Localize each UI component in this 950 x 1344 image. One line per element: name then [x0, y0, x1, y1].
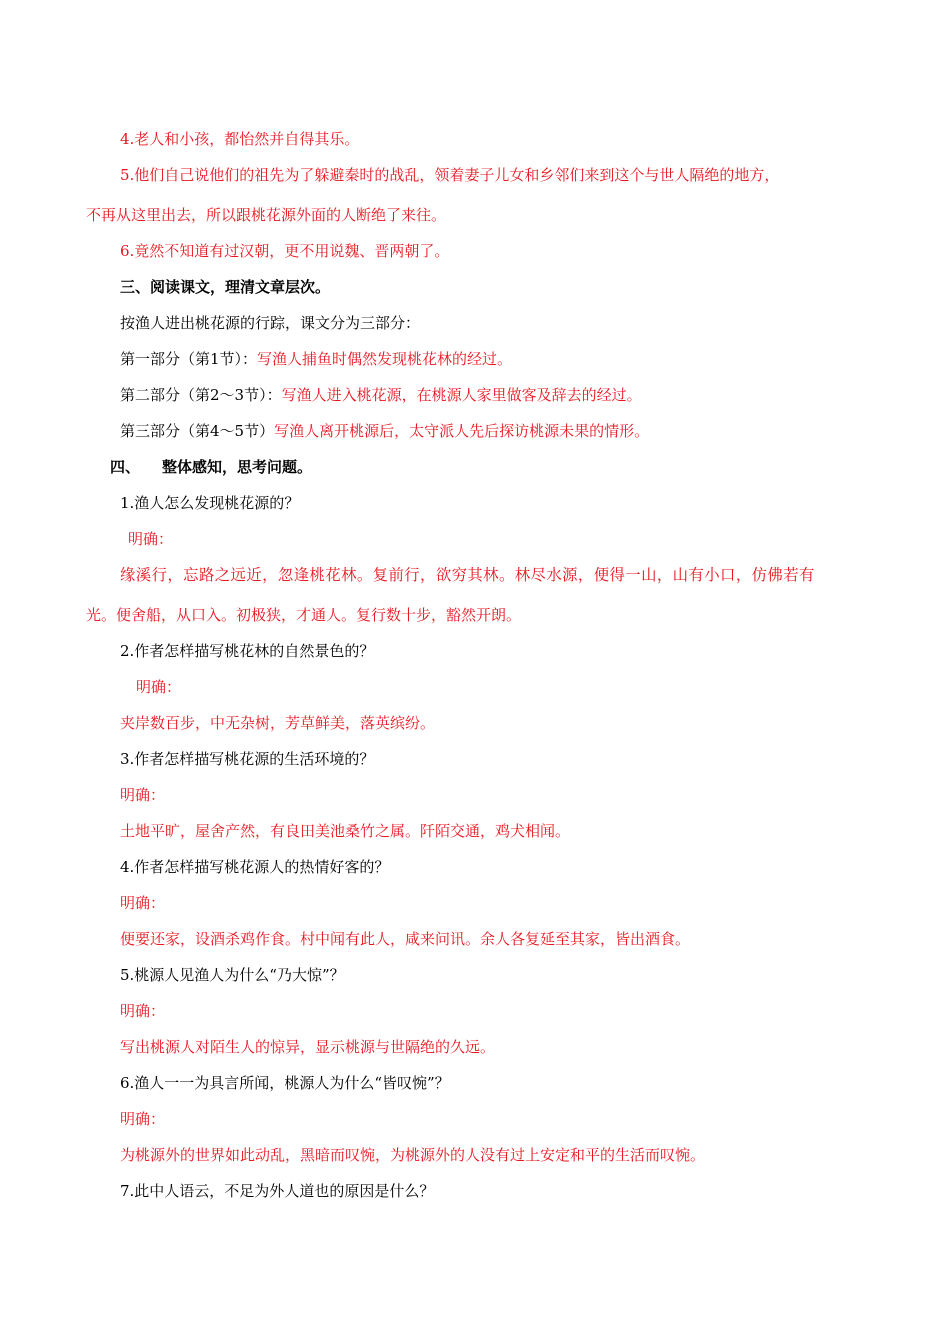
answer-3-label: 明确：: [120, 786, 166, 804]
answer-1-line2: 光。便舍船，从口入。初极狭，才通人。复行数十步，豁然开朗。: [86, 606, 522, 624]
question-5: 5.桃源人见渔人为什么“乃大惊”？: [120, 966, 345, 984]
answer-5: 写出桃源人对陌生人的惊异，显示桃源与世隔绝的久远。: [120, 1038, 496, 1056]
question-4: 4.作者怎样描写桃花源人的热情好客的？: [120, 858, 390, 876]
answer-5-label: 明确：: [120, 1002, 166, 1020]
question-1: 1.渔人怎么发现桃花源的？: [120, 494, 300, 512]
translation-item-5-line1: 5.他们自己说他们的祖先为了躲避秦时的战乱，领着妻子儿女和乡邻们来到这个与世人隔绝的地方，: [120, 166, 780, 184]
part-2-label: 第二部分（第2～3节）：: [120, 386, 282, 404]
answer-1-line1: 缘溪行，忘路之远近，忽逢桃花林。复前行，欲穷其林。林尽水源，便得一山，山有小口，仿佛若有: [120, 566, 815, 584]
section-4-heading: [110, 456, 312, 478]
answer-4-label: 明确：: [120, 894, 166, 912]
answer-1-label: 明确：: [128, 530, 174, 548]
answer-6-label: 明确：: [120, 1110, 166, 1128]
section-3-intro: 按渔人进出桃花源的行踪，课文分为三部分：: [120, 314, 421, 332]
question-7: 7.此中人语云，不足为外人道也的原因是什么？: [120, 1182, 435, 1200]
answer-2: 夹岸数百步，中无杂树，芳草鲜美，落英缤纷。: [120, 714, 436, 732]
translation-item-4: 4.老人和小孩，都怡然并自得其乐。: [120, 130, 360, 148]
part-1: [120, 348, 512, 370]
part-2: [120, 384, 642, 406]
section-4-title: 整体感知，思考问题。: [162, 458, 313, 476]
question-3: 3.作者怎样描写桃花源的生活环境的？: [120, 750, 375, 768]
part-1-label: 第一部分（第1节）：: [120, 350, 258, 368]
answer-4: 便要还家，设酒杀鸡作食。村中闻有此人，咸来问讯。余人各复延至其家，皆出酒食。: [120, 930, 691, 948]
section-4-number: 四、: [110, 458, 141, 476]
answer-2-label: 明确：: [136, 678, 182, 696]
answer-6: 为桃源外的世界如此动乱，黑暗而叹惋，为桃源外的人没有过上安定和平的生活而叹惋。: [120, 1146, 706, 1164]
section-3-heading: 三、阅读课文，理清文章层次。: [120, 278, 331, 296]
part-2-text: 写渔人进入桃花源，在桃源人家里做客及辞去的经过。: [281, 386, 642, 404]
translation-item-6: 6.竟然不知道有过汉朝，更不用说魏、晋两朝了。: [120, 242, 450, 260]
translation-item-5-line2: 不再从这里出去，所以跟桃花源外面的人断绝了来往。: [86, 206, 447, 224]
part-3-text: 写渔人离开桃源后，太守派人先后探访桃源未果的情形。: [274, 422, 650, 440]
question-2: 2.作者怎样描写桃花林的自然景色的？: [120, 642, 375, 660]
part-3: [120, 420, 649, 442]
part-1-text: 写渔人捕鱼时偶然发现桃花林的经过。: [257, 350, 513, 368]
answer-3: 土地平旷，屋舍产然，有良田美池桑竹之属。阡陌交通，鸡犬相闻。: [120, 822, 571, 840]
part-3-label: 第三部分（第4～5节）: [120, 422, 275, 440]
question-6: 6.渔人一一为具言所闻，桃源人为什么“皆叹惋”？: [120, 1074, 450, 1092]
